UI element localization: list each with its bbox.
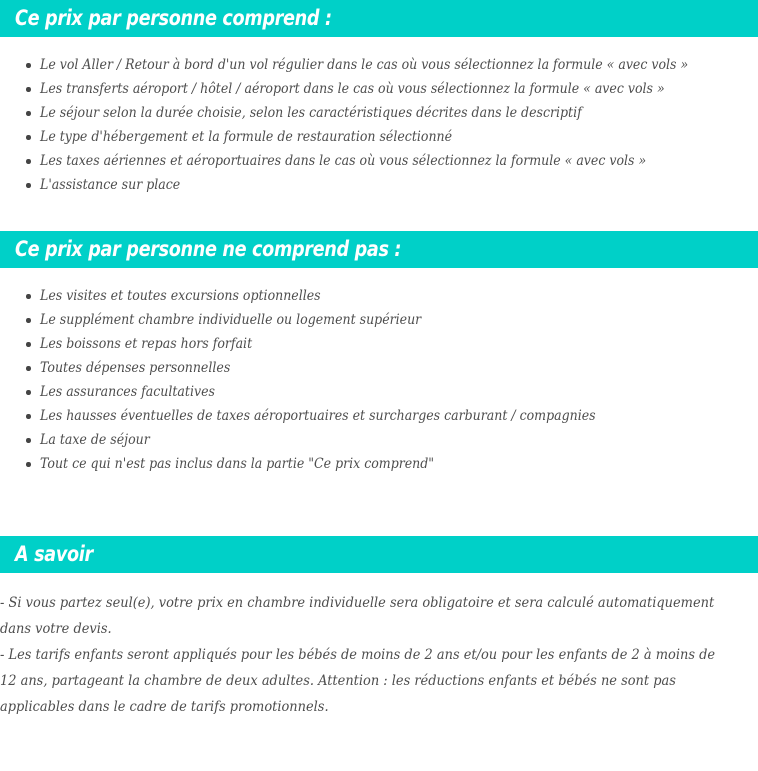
included-list	[0, 37, 758, 197]
not-included-list	[0, 268, 758, 476]
list-item-text: La taxe de séjour	[40, 432, 150, 448]
note-paragraph	[0, 642, 748, 720]
list-item	[0, 149, 758, 173]
list-item-text: Les visites et toutes excursions optionnelles	[40, 288, 321, 304]
good-to-know-notes	[0, 573, 758, 720]
section-header-not-included	[0, 231, 758, 268]
list-item	[0, 284, 758, 308]
list-item-text: Toutes dépenses personnelles	[40, 360, 231, 376]
list-item-text: Les assurances facultatives	[40, 384, 215, 400]
list-item-text: Les hausses éventuelles de taxes aéroportuaires et surcharges carburant / compagnies	[40, 408, 596, 424]
list-item-text: Les taxes aériennes et aéroportuaires dans le cas où vous sélectionnez la formule « avec vols »	[40, 153, 647, 169]
list-item	[0, 332, 758, 356]
list-item-text: Le type d'hébergement et la formule de restauration sélectionné	[40, 129, 453, 145]
list-item	[0, 356, 758, 380]
list-item	[0, 125, 758, 149]
list-item-text: Tout ce qui n'est pas inclus dans la partie "Ce prix comprend"	[40, 456, 435, 472]
section-header-included-title: Ce prix par personne comprend :	[15, 6, 332, 30]
list-item	[0, 380, 758, 404]
list-item	[0, 308, 758, 332]
list-item	[0, 53, 758, 77]
section-header-good-to-know	[0, 536, 758, 573]
list-item-text: Le séjour selon la durée choisie, selon les caractéristiques décrites dans le descriptif	[40, 105, 582, 121]
section-spacer	[0, 197, 758, 231]
list-item	[0, 452, 758, 476]
note-paragraph-text: - Les tarifs enfants seront appliqués pour les bébés de moins de 2 ans et/ou pour les enfants de 2 à moins de 12 ans, partageant la chambre de deux adultes. Attention : les réductions enfants et bébés ne sont pas applicables dans le cadre de tarifs promotionnels.	[0, 647, 716, 715]
list-item	[0, 173, 758, 197]
section-header-good-to-know-title: A savoir	[15, 542, 93, 566]
list-item	[0, 101, 758, 125]
list-item-text: Le supplément chambre individuelle ou logement supérieur	[40, 312, 422, 328]
list-item	[0, 77, 758, 101]
note-paragraph	[0, 590, 748, 642]
section-header-not-included-title: Ce prix par personne ne comprend pas :	[15, 237, 402, 261]
list-item-text: Les boissons et repas hors forfait	[40, 336, 253, 352]
section-spacer	[0, 476, 758, 536]
list-item-text: Les transferts aéroport / hôtel / aéroport dans le cas où vous sélectionnez la formule « avec vols »	[40, 81, 665, 97]
list-item	[0, 404, 758, 428]
list-item-text: L'assistance sur place	[40, 177, 181, 193]
section-header-included	[0, 0, 758, 37]
note-paragraph-text: - Si vous partez seul(e), votre prix en chambre individuelle sera obligatoire et sera calculé automatiquement dans votre devis.	[0, 595, 715, 637]
list-item-text: Le vol Aller / Retour à bord d'un vol régulier dans le cas où vous sélectionnez la formule « avec vols »	[40, 57, 689, 73]
list-item	[0, 428, 758, 452]
